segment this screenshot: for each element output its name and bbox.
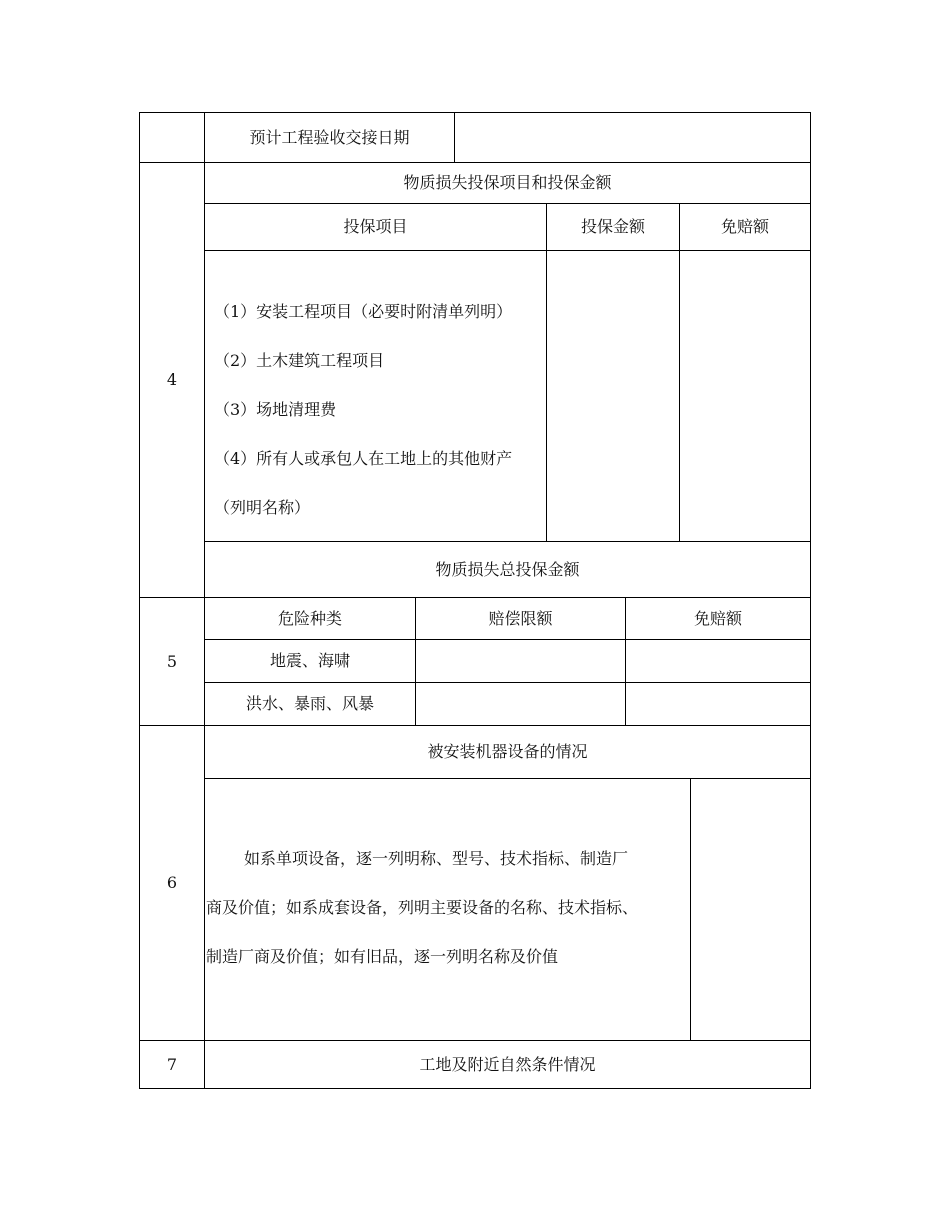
header-compensation-limit: 赔偿限额 [488, 608, 553, 628]
compensation-limit-field[interactable] [416, 640, 625, 682]
header-risk-type: 危险种类 [277, 608, 342, 628]
deductible-field[interactable] [626, 640, 810, 682]
insured-item-4: （4）所有人或承包人在工地上的其他财产 [214, 449, 513, 468]
table-border-bottom [139, 1088, 811, 1089]
insured-amount-field[interactable] [547, 251, 679, 541]
section-5-number: 5 [166, 651, 178, 671]
insured-items-list [214, 298, 512, 543]
insured-item-1: （1）安装工程项目（必要时附清单列明） [214, 302, 513, 321]
section-6-number: 6 [166, 873, 178, 892]
header-insured-amount: 投保金额 [580, 217, 645, 236]
equipment-description-line: 制造厂商及价值；如有旧品，逐一列明名称及价值 [206, 947, 559, 966]
equipment-description [206, 834, 690, 981]
equipment-description-line: 如系单项设备，逐一列明称、型号、技术指标、制造厂 [244, 849, 629, 868]
completion-date-label: 预计工程验收交接日期 [249, 127, 410, 147]
insured-item-3: （3）场地清理费 [214, 400, 337, 419]
risk-type-earthquake: 地震、海啸 [269, 651, 350, 670]
total-insured-amount-label: 物质损失总投保金额 [435, 559, 580, 579]
risk-type-flood: 洪水、暴雨、风暴 [245, 694, 374, 713]
deductible-field[interactable] [626, 683, 810, 725]
section-4-title: 物质损失投保项目和投保金额 [403, 173, 612, 192]
section-7-number: 7 [166, 1054, 178, 1074]
insured-item-2: （2）土木建筑工程项目 [214, 351, 385, 370]
insured-item-4-note: （列明名称） [214, 498, 311, 517]
deductible-field[interactable] [680, 251, 810, 541]
equipment-value-field[interactable] [691, 779, 810, 1040]
header-insured-item: 投保项目 [343, 217, 408, 236]
header-deductible: 免赔额 [720, 217, 769, 236]
compensation-limit-field[interactable] [416, 683, 625, 725]
completion-date-field[interactable] [455, 113, 810, 162]
section-7-title: 工地及附近自然条件情况 [419, 1054, 596, 1074]
header-deductible: 免赔额 [693, 608, 742, 628]
section-4-number: 4 [166, 370, 178, 389]
equipment-description-line: 商及价值；如系成套设备，列明主要设备的名称、技术指标、 [206, 898, 639, 917]
section-6-title: 被安装机器设备的情况 [427, 742, 588, 761]
table-border-right [810, 112, 811, 1089]
